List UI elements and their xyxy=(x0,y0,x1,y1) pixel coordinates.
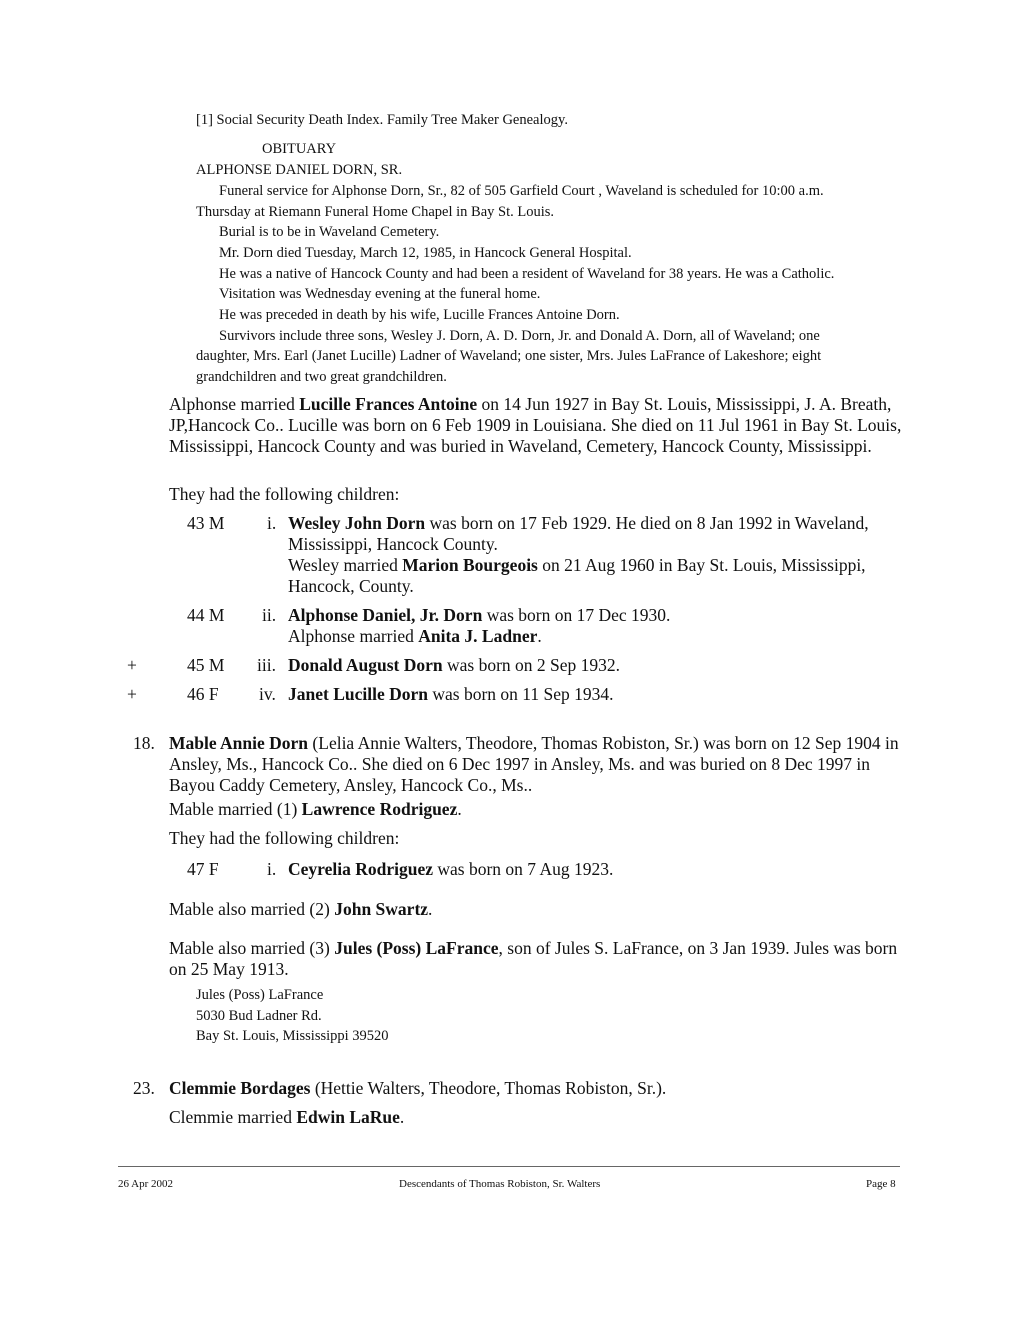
entry-number: 18. xyxy=(133,733,155,753)
address-line: Jules (Poss) LaFrance xyxy=(196,987,324,1003)
address-line: 5030 Bud Ladner Rd. xyxy=(196,1008,322,1024)
obituary-line: He was a native of Hancock County and had been a resident of Waveland for 38 years. He was a Catholic. xyxy=(219,266,835,282)
child-entry-line: Hancock, County. xyxy=(288,576,414,596)
footer-date: 26 Apr 2002 xyxy=(118,1178,173,1190)
person-name: Mable Annie Dorn xyxy=(169,733,309,753)
entry-number: 23. xyxy=(133,1078,155,1098)
obituary-line: Survivors include three sons, Wesley J. Dorn, A. D. Dorn, Jr. and Donald A. Dorn, all of Waveland; one xyxy=(219,328,820,344)
child-roman: iv. xyxy=(259,684,276,704)
spouse-name: Lucille Frances Antoine xyxy=(299,394,478,414)
obituary-line: Mr. Dorn died Tuesday, March 12, 1985, in Hancock General Hospital. xyxy=(219,245,632,261)
footer-rule xyxy=(118,1166,900,1167)
plus-marker: + xyxy=(127,684,137,704)
entry-paragraph: Mable Annie Dorn (Lelia Annie Walters, Theodore, Thomas Robiston, Sr.) was born on 12 Sep 1904 in Ansley, Ms., Hancock Co.. She died on 6 Dec 1997 in Ansley, Ms. and was buried on 8 Dec 1997 in Bayou Caddy Cemetery, Ansley, Hancock Co., Ms.. xyxy=(169,733,899,795)
child-entry: Donald August Dorn was born on 2 Sep 1932. xyxy=(288,655,621,675)
marriage-paragraph: Alphonse married Lucille Frances Antoine on 14 Jun 1927 in Bay St. Louis, Mississippi, J. A. Breath, JP,Hancock Co.. Lucille was born on 6 Feb 1909 in Louisiana. She died on 11 Jul 1961 in Bay St. Louis, Mississippi, Hancock County and was buried in Waveland, Cemetery, Hancock County, Mississippi. xyxy=(169,394,902,456)
plus-marker: + xyxy=(127,655,137,675)
obituary-name: ALPHONSE DANIEL DORN, SR. xyxy=(196,162,403,178)
child-number: 47 F xyxy=(187,859,219,879)
child-roman: ii. xyxy=(262,605,277,625)
obituary-line: Burial is to be in Waveland Cemetery. xyxy=(219,224,440,240)
child-roman: i. xyxy=(267,513,277,533)
obituary-line: daughter, Mrs. Earl (Janet Lucille) Ladner of Waveland; one sister, Mrs. Jules LaFrance of Lakeshore; eight xyxy=(196,348,822,364)
obituary-line: Funeral service for Alphonse Dorn, Sr., 82 of 505 Garfield Court , Waveland is scheduled for 10:00 a.m. xyxy=(219,183,824,199)
child-marriage: Wesley married Marion Bourgeois on 21 Aug 1960 in Bay St. Louis, Mississippi, xyxy=(288,555,866,575)
child-entry: Ceyrelia Rodriguez was born on 7 Aug 1923. xyxy=(288,859,614,879)
child-roman: i. xyxy=(267,859,277,879)
children-intro: They had the following children: xyxy=(169,484,400,504)
child-entry: Janet Lucille Dorn was born on 11 Sep 1934. xyxy=(288,684,614,704)
source-note: [1] Social Security Death Index. Family Tree Maker Genealogy. xyxy=(196,112,568,128)
marriage-paragraph: Mable also married (3) Jules (Poss) LaFrance, son of Jules S. LaFrance, on 3 Jan 1939. Jules was born on 25 May 1913. xyxy=(169,938,898,979)
child-number: 46 F xyxy=(187,684,219,704)
entry-paragraph: Clemmie Bordages (Hettie Walters, Theodore, Thomas Robiston, Sr.). xyxy=(169,1078,667,1098)
obituary-line: Thursday at Riemann Funeral Home Chapel in Bay St. Louis. xyxy=(196,204,555,220)
children-intro: They had the following children: xyxy=(169,828,400,848)
marriage-line: Mable also married (2) John Swartz. xyxy=(169,899,433,919)
child-number: 44 M xyxy=(187,605,225,625)
marriage-line: Clemmie married Edwin LaRue. xyxy=(169,1107,405,1127)
obituary-heading: OBITUARY xyxy=(262,141,337,157)
marriage-line: Mable married (1) Lawrence Rodriguez. xyxy=(169,799,462,819)
child-entry: Alphonse Daniel, Jr. Dorn was born on 17 Dec 1930. xyxy=(288,605,671,625)
address-line: Bay St. Louis, Mississippi 39520 xyxy=(196,1028,389,1044)
footer-title: Descendants of Thomas Robiston, Sr. Walters xyxy=(399,1178,601,1190)
child-number: 45 M xyxy=(187,655,225,675)
obituary-line: grandchildren and two great grandchildren. xyxy=(196,369,447,385)
child-entry: Wesley John Dorn was born on 17 Feb 1929. He died on 8 Jan 1992 in Waveland, xyxy=(288,513,869,533)
child-roman: iii. xyxy=(257,655,276,675)
obituary-line: He was preceded in death by his wife, Lucille Frances Antoine Dorn. xyxy=(219,307,620,323)
footer-page: Page 8 xyxy=(866,1178,896,1190)
obituary-line: Visitation was Wednesday evening at the funeral home. xyxy=(219,286,541,302)
child-number: 43 M xyxy=(187,513,225,533)
child-marriage: Alphonse married Anita J. Ladner. xyxy=(288,626,542,646)
child-entry-line: Mississippi, Hancock County. xyxy=(288,534,498,554)
